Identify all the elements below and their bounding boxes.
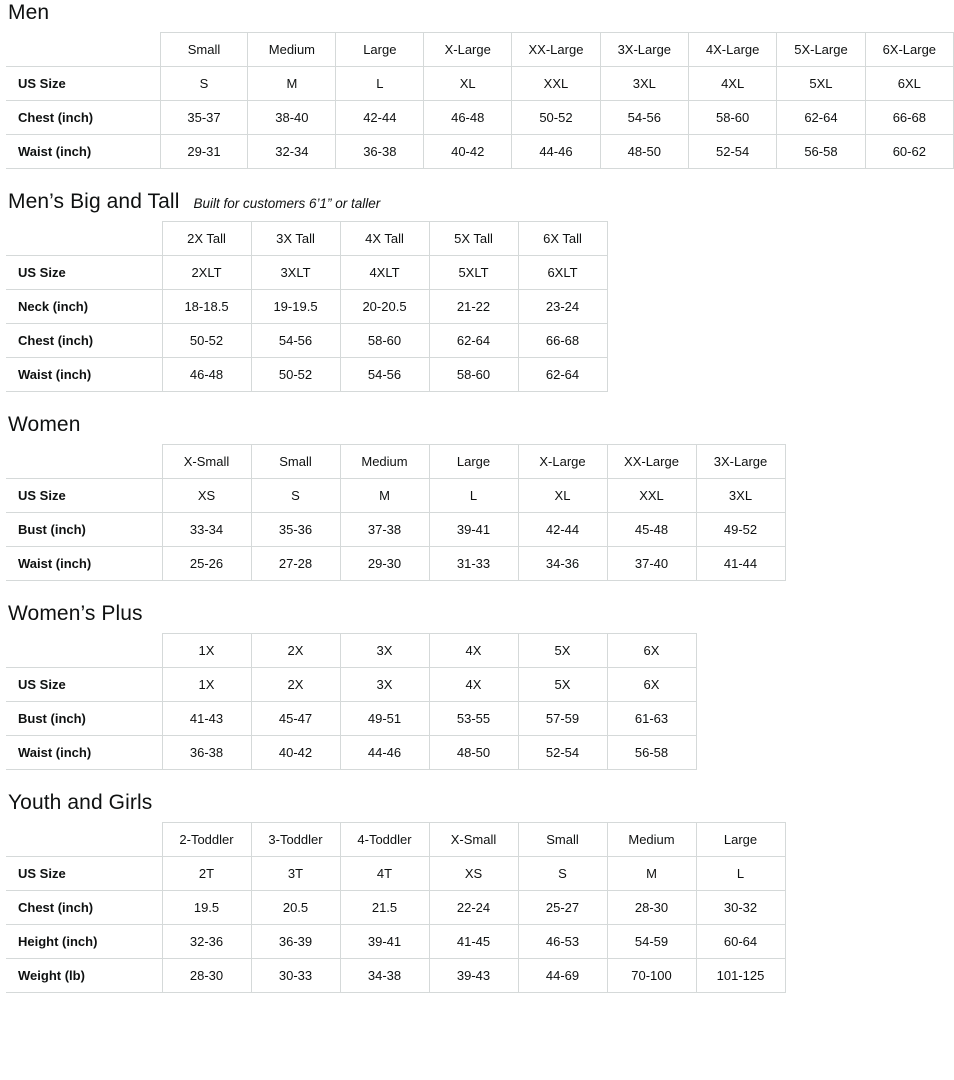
table-cell: 6XLT bbox=[518, 256, 607, 290]
table-corner-cell bbox=[6, 33, 160, 67]
column-header: Small bbox=[518, 823, 607, 857]
table-cell: M bbox=[607, 857, 696, 891]
table-cell: 3XL bbox=[600, 67, 688, 101]
table-cell: 31-33 bbox=[429, 547, 518, 581]
table-cell: 30-32 bbox=[696, 891, 785, 925]
table-cell: 2XLT bbox=[162, 256, 251, 290]
table-cell: 21-22 bbox=[429, 290, 518, 324]
table-cell: 1X bbox=[162, 668, 251, 702]
table-cell: 60-64 bbox=[696, 925, 785, 959]
table-cell: 2X bbox=[251, 668, 340, 702]
section-title: Men’s Big and Tall bbox=[8, 190, 180, 213]
table-cell: 32-36 bbox=[162, 925, 251, 959]
row-header: Neck (inch) bbox=[6, 290, 162, 324]
column-header: 6X-Large bbox=[865, 33, 953, 67]
table-row bbox=[6, 891, 785, 925]
table-corner-cell bbox=[6, 445, 162, 479]
row-header: Weight (lb) bbox=[6, 959, 162, 993]
table-cell: 54-56 bbox=[251, 324, 340, 358]
table-cell: 54-56 bbox=[340, 358, 429, 392]
table-cell: 36-39 bbox=[251, 925, 340, 959]
table-cell: XL bbox=[424, 67, 512, 101]
table-cell: 29-31 bbox=[160, 135, 248, 169]
table-cell: 39-43 bbox=[429, 959, 518, 993]
section-header bbox=[6, 601, 954, 633]
table-cell: 6XL bbox=[865, 67, 953, 101]
column-header: Large bbox=[429, 445, 518, 479]
table-cell: 3T bbox=[251, 857, 340, 891]
row-header: US Size bbox=[6, 67, 160, 101]
column-header: 6X Tall bbox=[518, 222, 607, 256]
table-cell: 28-30 bbox=[607, 891, 696, 925]
size-section bbox=[6, 790, 954, 993]
table-cell: 35-37 bbox=[160, 101, 248, 135]
size-section bbox=[6, 412, 954, 581]
table-cell: S bbox=[251, 479, 340, 513]
table-cell: 58-60 bbox=[429, 358, 518, 392]
table-cell: 49-51 bbox=[340, 702, 429, 736]
size-table bbox=[6, 444, 786, 581]
table-cell: 62-64 bbox=[518, 358, 607, 392]
section-header bbox=[6, 189, 954, 221]
table-corner-cell bbox=[6, 634, 162, 668]
table-cell: XL bbox=[518, 479, 607, 513]
table-header-row bbox=[6, 823, 785, 857]
column-header: 6X bbox=[607, 634, 696, 668]
table-cell: 44-69 bbox=[518, 959, 607, 993]
table-row bbox=[6, 256, 607, 290]
table-cell: 25-27 bbox=[518, 891, 607, 925]
row-header: US Size bbox=[6, 479, 162, 513]
column-header: X-Large bbox=[518, 445, 607, 479]
table-cell: 18-18.5 bbox=[162, 290, 251, 324]
table-row bbox=[6, 479, 785, 513]
table-cell: 41-43 bbox=[162, 702, 251, 736]
table-cell: 3XLT bbox=[251, 256, 340, 290]
table-row bbox=[6, 668, 696, 702]
table-header-row bbox=[6, 445, 785, 479]
column-header: 3-Toddler bbox=[251, 823, 340, 857]
table-cell: 56-58 bbox=[607, 736, 696, 770]
section-title: Men bbox=[8, 1, 50, 24]
column-header: 1X bbox=[162, 634, 251, 668]
table-cell: 46-48 bbox=[424, 101, 512, 135]
table-header-row bbox=[6, 33, 954, 67]
row-header: Waist (inch) bbox=[6, 358, 162, 392]
table-cell: M bbox=[248, 67, 336, 101]
column-header: Medium bbox=[340, 445, 429, 479]
column-header: Medium bbox=[248, 33, 336, 67]
table-cell: 52-54 bbox=[688, 135, 776, 169]
column-header: 2X bbox=[251, 634, 340, 668]
column-header: Large bbox=[696, 823, 785, 857]
table-cell: 36-38 bbox=[162, 736, 251, 770]
table-row bbox=[6, 135, 954, 169]
column-header: 5X-Large bbox=[777, 33, 865, 67]
size-chart-sections bbox=[6, 0, 954, 993]
table-cell: XXL bbox=[512, 67, 600, 101]
table-cell: 54-56 bbox=[600, 101, 688, 135]
table-cell: 66-68 bbox=[865, 101, 953, 135]
column-header: X-Small bbox=[429, 823, 518, 857]
table-cell: XS bbox=[429, 857, 518, 891]
table-cell: 5X bbox=[518, 668, 607, 702]
table-row bbox=[6, 67, 954, 101]
table-cell: 38-40 bbox=[248, 101, 336, 135]
table-cell: 44-46 bbox=[340, 736, 429, 770]
section-title: Women bbox=[8, 413, 81, 436]
column-header: Small bbox=[251, 445, 340, 479]
column-header: 3X bbox=[340, 634, 429, 668]
size-section bbox=[6, 0, 954, 169]
row-header: Chest (inch) bbox=[6, 101, 160, 135]
table-cell: 5XL bbox=[777, 67, 865, 101]
table-cell: 4T bbox=[340, 857, 429, 891]
row-header: Height (inch) bbox=[6, 925, 162, 959]
size-table bbox=[6, 822, 786, 993]
column-header: 5X bbox=[518, 634, 607, 668]
table-cell: 20-20.5 bbox=[340, 290, 429, 324]
column-header: X-Large bbox=[424, 33, 512, 67]
table-cell: 44-46 bbox=[512, 135, 600, 169]
table-cell: 48-50 bbox=[600, 135, 688, 169]
table-cell: 61-63 bbox=[607, 702, 696, 736]
table-cell: 35-36 bbox=[251, 513, 340, 547]
size-section bbox=[6, 189, 954, 392]
table-row bbox=[6, 324, 607, 358]
row-header: Bust (inch) bbox=[6, 513, 162, 547]
table-cell: 56-58 bbox=[777, 135, 865, 169]
table-cell: XXL bbox=[607, 479, 696, 513]
table-cell: 42-44 bbox=[336, 101, 424, 135]
table-cell: S bbox=[518, 857, 607, 891]
table-cell: 41-44 bbox=[696, 547, 785, 581]
size-table bbox=[6, 32, 954, 169]
table-cell: XS bbox=[162, 479, 251, 513]
section-header bbox=[6, 0, 954, 32]
table-cell: 50-52 bbox=[251, 358, 340, 392]
table-cell: 62-64 bbox=[777, 101, 865, 135]
column-header: 4-Toddler bbox=[340, 823, 429, 857]
row-header: Waist (inch) bbox=[6, 547, 162, 581]
row-header: Bust (inch) bbox=[6, 702, 162, 736]
table-cell: 49-52 bbox=[696, 513, 785, 547]
size-table bbox=[6, 221, 608, 392]
table-cell: 5XLT bbox=[429, 256, 518, 290]
table-cell: 37-40 bbox=[607, 547, 696, 581]
table-cell: 66-68 bbox=[518, 324, 607, 358]
table-cell: 4XLT bbox=[340, 256, 429, 290]
column-header: 2-Toddler bbox=[162, 823, 251, 857]
table-row bbox=[6, 547, 785, 581]
row-header: Waist (inch) bbox=[6, 135, 160, 169]
table-cell: 29-30 bbox=[340, 547, 429, 581]
table-cell: 19-19.5 bbox=[251, 290, 340, 324]
table-cell: 45-47 bbox=[251, 702, 340, 736]
column-header: 4X Tall bbox=[340, 222, 429, 256]
section-header bbox=[6, 412, 954, 444]
table-cell: 52-54 bbox=[518, 736, 607, 770]
table-cell: 20.5 bbox=[251, 891, 340, 925]
table-header-row bbox=[6, 634, 696, 668]
column-header: 4X-Large bbox=[688, 33, 776, 67]
row-header: Chest (inch) bbox=[6, 891, 162, 925]
table-cell: 33-34 bbox=[162, 513, 251, 547]
section-note: Built for customers 6’1” or taller bbox=[193, 196, 381, 211]
table-cell: 37-38 bbox=[340, 513, 429, 547]
row-header: Waist (inch) bbox=[6, 736, 162, 770]
table-cell: 101-125 bbox=[696, 959, 785, 993]
column-header: 5X Tall bbox=[429, 222, 518, 256]
table-cell: 50-52 bbox=[162, 324, 251, 358]
table-cell: L bbox=[696, 857, 785, 891]
section-title: Women’s Plus bbox=[8, 602, 143, 625]
table-cell: 70-100 bbox=[607, 959, 696, 993]
table-cell: 30-33 bbox=[251, 959, 340, 993]
table-corner-cell bbox=[6, 823, 162, 857]
table-cell: M bbox=[340, 479, 429, 513]
column-header: XX-Large bbox=[607, 445, 696, 479]
table-cell: 23-24 bbox=[518, 290, 607, 324]
table-cell: 53-55 bbox=[429, 702, 518, 736]
table-row bbox=[6, 959, 785, 993]
column-header: 4X bbox=[429, 634, 518, 668]
table-cell: 46-53 bbox=[518, 925, 607, 959]
table-cell: 19.5 bbox=[162, 891, 251, 925]
table-cell: 32-34 bbox=[248, 135, 336, 169]
table-row bbox=[6, 358, 607, 392]
table-cell: 58-60 bbox=[688, 101, 776, 135]
table-cell: 6X bbox=[607, 668, 696, 702]
table-cell: 40-42 bbox=[251, 736, 340, 770]
section-title: Youth and Girls bbox=[8, 791, 153, 814]
table-cell: 62-64 bbox=[429, 324, 518, 358]
column-header: 3X-Large bbox=[696, 445, 785, 479]
column-header: 2X Tall bbox=[162, 222, 251, 256]
row-header: Chest (inch) bbox=[6, 324, 162, 358]
column-header: XX-Large bbox=[512, 33, 600, 67]
column-header: Medium bbox=[607, 823, 696, 857]
table-row bbox=[6, 290, 607, 324]
size-section bbox=[6, 601, 954, 770]
table-cell: 25-26 bbox=[162, 547, 251, 581]
table-cell: 22-24 bbox=[429, 891, 518, 925]
column-header: X-Small bbox=[162, 445, 251, 479]
table-cell: 39-41 bbox=[429, 513, 518, 547]
table-cell: 21.5 bbox=[340, 891, 429, 925]
table-cell: 39-41 bbox=[340, 925, 429, 959]
table-header-row bbox=[6, 222, 607, 256]
table-cell: 54-59 bbox=[607, 925, 696, 959]
table-row bbox=[6, 702, 696, 736]
table-cell: 46-48 bbox=[162, 358, 251, 392]
table-cell: 41-45 bbox=[429, 925, 518, 959]
column-header: Small bbox=[160, 33, 248, 67]
table-cell: 34-36 bbox=[518, 547, 607, 581]
table-cell: 3XL bbox=[696, 479, 785, 513]
table-cell: L bbox=[336, 67, 424, 101]
table-cell: 57-59 bbox=[518, 702, 607, 736]
section-header bbox=[6, 790, 954, 822]
table-cell: 4X bbox=[429, 668, 518, 702]
table-cell: 45-48 bbox=[607, 513, 696, 547]
row-header: US Size bbox=[6, 857, 162, 891]
table-cell: 58-60 bbox=[340, 324, 429, 358]
table-row bbox=[6, 101, 954, 135]
table-cell: L bbox=[429, 479, 518, 513]
column-header: Large bbox=[336, 33, 424, 67]
size-table bbox=[6, 633, 697, 770]
table-row bbox=[6, 736, 696, 770]
column-header: 3X-Large bbox=[600, 33, 688, 67]
table-cell: 36-38 bbox=[336, 135, 424, 169]
row-header: US Size bbox=[6, 256, 162, 290]
column-header: 3X Tall bbox=[251, 222, 340, 256]
table-cell: 60-62 bbox=[865, 135, 953, 169]
table-cell: 3X bbox=[340, 668, 429, 702]
table-row bbox=[6, 857, 785, 891]
table-cell: 27-28 bbox=[251, 547, 340, 581]
table-cell: S bbox=[160, 67, 248, 101]
table-cell: 50-52 bbox=[512, 101, 600, 135]
table-cell: 42-44 bbox=[518, 513, 607, 547]
table-cell: 40-42 bbox=[424, 135, 512, 169]
table-row bbox=[6, 513, 785, 547]
row-header: US Size bbox=[6, 668, 162, 702]
table-cell: 34-38 bbox=[340, 959, 429, 993]
table-corner-cell bbox=[6, 222, 162, 256]
table-row bbox=[6, 925, 785, 959]
table-cell: 28-30 bbox=[162, 959, 251, 993]
table-cell: 2T bbox=[162, 857, 251, 891]
table-cell: 4XL bbox=[688, 67, 776, 101]
table-cell: 48-50 bbox=[429, 736, 518, 770]
